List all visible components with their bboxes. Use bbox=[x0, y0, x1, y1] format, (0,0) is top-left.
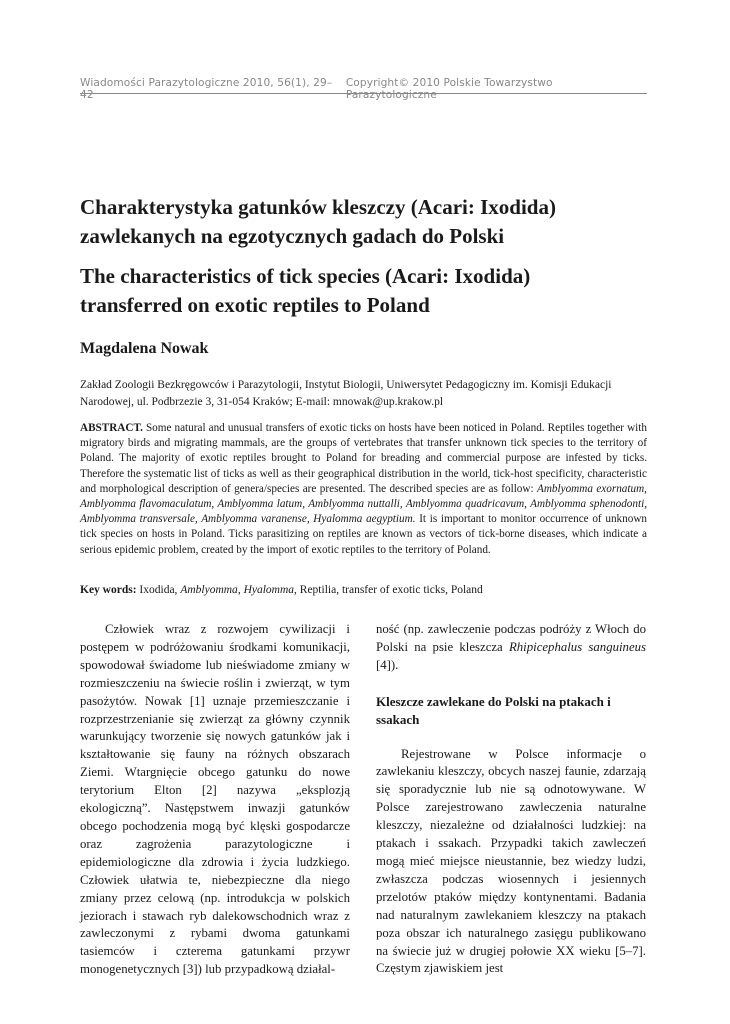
keyword-italic: Amblyomma bbox=[180, 584, 238, 596]
body-paragraph: Rejestrowane w Polsce informacje o zawlekaniu kleszczy, obcych naszej faunie, zdarzają się sporadycznie lub nie są odnotowywane. W Polsce zarejestrowano zawleczenia naturalne kleszczy, niezależne od działalności ludzkiej: na ptakach i ssakach. Przypadki takich zawleczeń mogą mieć miejsce nieustannie, bez wiedzy ludzi, zwłaszcza podczas wiosennych i jesiennych przelotów ptaków między kontynentami. Badania nad naturalnym zawlekaniem kleszczy na ptakach poza obszar ich naturalnego zasięgu publikowano na świecie już w drugiej połowie XX wieku [5–7]. Częstym zjawiskiem jest bbox=[376, 746, 646, 976]
author-name: Magdalena Nowak bbox=[80, 340, 209, 357]
body-column-right bbox=[376, 621, 646, 978]
abstract-label: ABSTRACT. bbox=[80, 422, 143, 434]
title-polish-line-1: Charakterystyka gatunków kleszczy (Acari: Ixodida) bbox=[80, 195, 556, 219]
abstract-species-list: Amblyomma exornatum, Amblyomma flavomaculatum, Amblyomma latum, Amblyomma nuttalli, Amblyomma quadricavum, Amblyomma sphenodonti, Amblyomma transversale, Amblyomma varanense, Hyalomma aegyptium. bbox=[80, 482, 647, 526]
keyword-text: Ixodida, bbox=[136, 584, 181, 596]
keyword-italic: Hyalomma bbox=[243, 584, 295, 596]
running-head bbox=[80, 77, 647, 101]
abstract bbox=[80, 421, 647, 558]
journal-citation: Wiadomości Parazytologiczne 2010, 56(1), 29–42 bbox=[80, 77, 333, 101]
body-paragraph: Człowiek wraz z rozwojem cywilizacji i postępem w podróżowaniu środkami komunikacji, spowodował świadome lub nieświadome zmiany w rozmieszczeniu na świecie roślin i zwierząt, w tym pasożytów. Nowak [1] uznaje przemieszczanie i rozprzestrzenianie się zwierząt za główny czynnik warunkujący tworzenie się nowych gatunków jak i kształtowanie się fauny na różnych obszarach Ziemi. Wtargnięcie obcego gatunku do nowe terytorium Elton [2] nazywa „eksplozją ekologiczną”. Następstwem inwazji gatunków obcego pochodzenia mogą być klęski gospodarcze oraz zagrożenia parazytologiczne i epidemiologiczne dla zdrowia i życia ludzkiego. Człowiek ułatwia te, niebezpieczne dla niego zmiany przez celową (np. introdukcja w polskich jeziorach i stawach ryb dalekowschodnich wraz z zawleczonymi z rybami dwoma gatunkami tasiemców i czterema gatunkami przywr monogenetycznych [3]) lub przypadkową działal- bbox=[80, 622, 350, 977]
copyright-notice: Copyright© 2010 Polskie Towarzystwo Parazytologiczne bbox=[345, 77, 553, 101]
keywords bbox=[80, 582, 647, 598]
body-paragraph bbox=[376, 621, 646, 675]
body-column-left bbox=[80, 621, 350, 979]
keyword-text: , Reptilia, transfer of exotic ticks, Poland bbox=[294, 584, 483, 596]
title-english-line-2: transferred on exotic reptiles to Poland bbox=[80, 293, 430, 317]
abstract-text-1: Some natural and unusual transfers of exotic ticks on hosts have been noticed in Poland. Reptiles together with migratory birds and migrating mammals, are the groups of vertebrates that transfer unknown tick species to the territory of Poland. The majority of exotic reptiles brought to Poland for breading and commercial purpose are infested by ticks. Therefore the systematic list of ticks as well as their geographical distribution in the world, tick-host specificity, characteristic and morphological description of genera/species are presented. The described species are as follow: bbox=[80, 422, 647, 495]
title-english-line-1: The characteristics of tick species (Acari: Ixodida) bbox=[80, 264, 531, 288]
body-text: [4]). bbox=[376, 657, 399, 672]
header-rule bbox=[80, 93, 647, 94]
affiliation: Zakład Zoologii Bezkręgowców i Parazytologii, Instytut Biologii, Uniwersytet Pedagogiczny im. Komisji Edukacji Narodowej, ul. Podbrzezie 3, 31-054 Kraków; E-mail: mnowak@up.krakow.pl bbox=[80, 379, 612, 408]
section-heading: Kleszcze zawlekane do Polski na ptakach i ssakach bbox=[376, 693, 611, 727]
keyword-text: , bbox=[237, 584, 244, 596]
abstract-text-2: It is important to monitor occurrence of unknown tick species on hosts in Poland. Ticks parasitizing on reptiles are known as vectors of tick-borne diseases, which indicate a serious epidemic problem, created by the import of exotic reptiles to the territory of Poland. bbox=[80, 513, 647, 556]
keywords-label: Key words: bbox=[80, 584, 137, 596]
body-text: ność (np. zawleczenie podczas podróży z Włoch do Polski na psie kleszcza bbox=[376, 622, 646, 654]
title-polish bbox=[80, 193, 647, 251]
title-english bbox=[80, 262, 647, 320]
title-polish-line-2: zawlekanych na egzotycznych gadach do Polski bbox=[80, 224, 505, 248]
species-name: Rhipicephalus sanguineus bbox=[508, 639, 647, 654]
